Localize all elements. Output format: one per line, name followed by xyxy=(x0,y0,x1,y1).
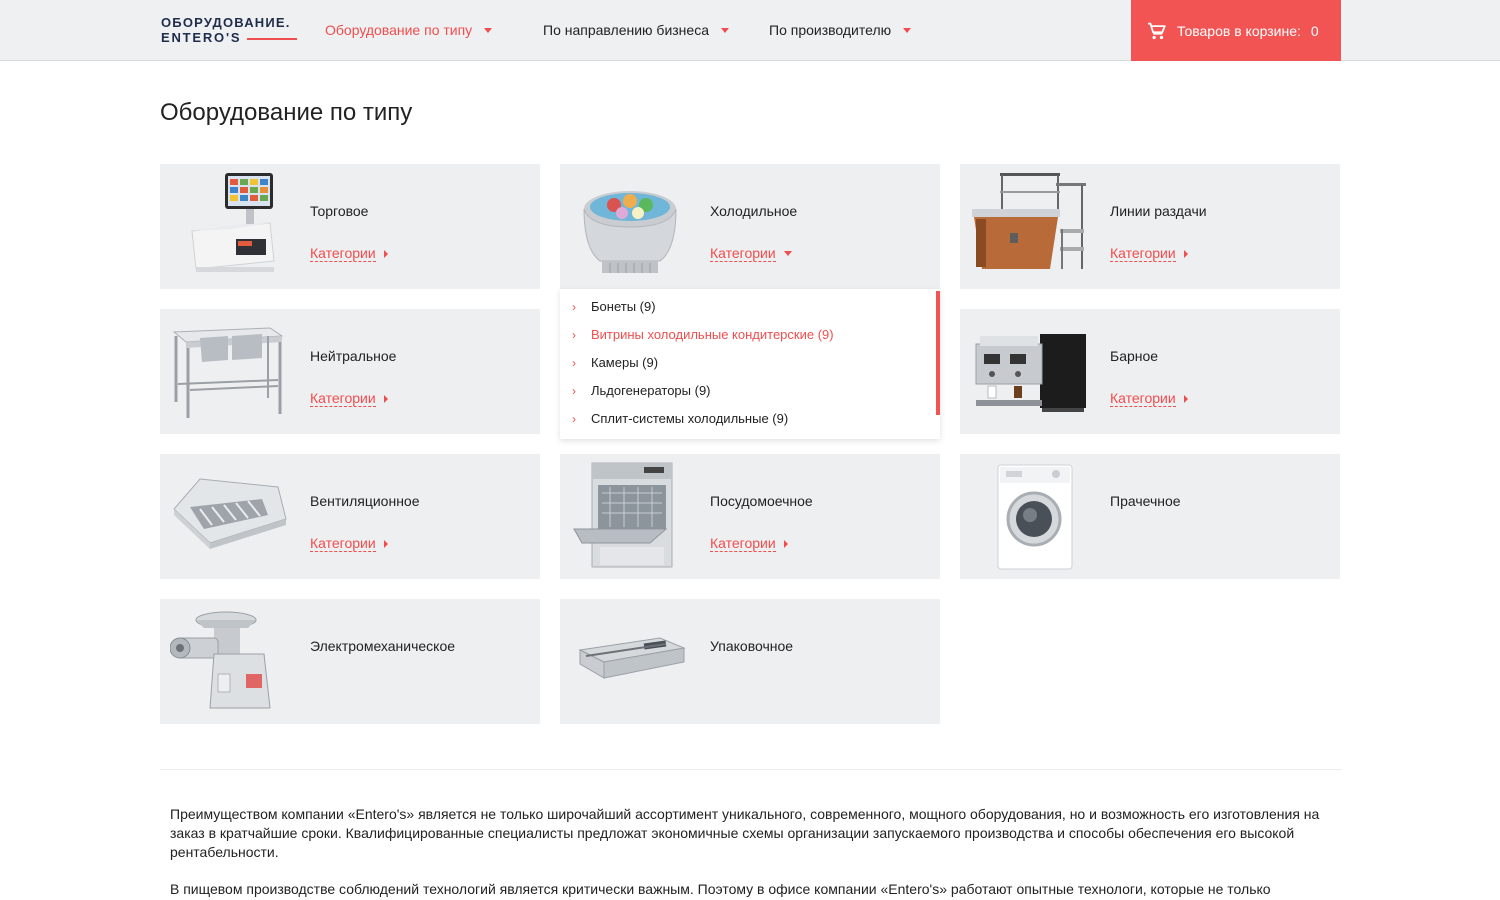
cart-icon xyxy=(1147,22,1167,40)
dropdown-item[interactable]: › Льдогенераторы (9) xyxy=(572,383,711,398)
dropdown-item[interactable]: › Сплит-системы холодильные (9) xyxy=(572,411,789,426)
freezer-icon xyxy=(570,169,690,284)
nav-by-type-label: Оборудование по типу xyxy=(325,22,473,38)
card-refrigeration[interactable] xyxy=(560,164,940,289)
card-neutral[interactable] xyxy=(160,309,540,434)
categories-link[interactable]: Категории xyxy=(1110,390,1188,407)
card-title: Линии раздачи xyxy=(1110,203,1207,219)
triangle-right-icon xyxy=(384,395,388,403)
triangle-right-icon xyxy=(384,540,388,548)
description-paragraph: В пищевом производстве соблюдений технологий является критически важным. Поэтому в офисе компании «Entero's» работают опытные технологи, которые не только xyxy=(170,881,1271,897)
divider xyxy=(160,769,1341,770)
dropdown-scrollbar[interactable] xyxy=(936,291,940,415)
chevron-right-icon: › xyxy=(572,355,576,370)
chevron-down-icon xyxy=(484,28,492,33)
chevron-right-icon: › xyxy=(572,299,576,314)
hood-icon xyxy=(170,459,290,574)
nav-by-type[interactable] xyxy=(325,22,492,38)
card-laundry[interactable] xyxy=(960,454,1340,579)
nav-by-manufacturer[interactable] xyxy=(769,22,911,38)
categories-dropdown xyxy=(560,289,940,439)
sink-table-icon xyxy=(170,314,290,429)
logo-underline xyxy=(247,38,297,40)
serving-line-icon xyxy=(970,169,1090,284)
card-bar[interactable] xyxy=(960,309,1340,434)
chevron-right-icon: › xyxy=(572,327,576,342)
chevron-down-icon xyxy=(903,28,911,33)
card-packaging[interactable] xyxy=(560,599,940,724)
cart-button[interactable] xyxy=(1131,0,1341,61)
dropdown-item[interactable]: › Бонеты (9) xyxy=(572,299,656,314)
nav-by-manufacturer-label: По производителю xyxy=(769,22,892,38)
triangle-right-icon xyxy=(1184,395,1188,403)
card-title: Электромеханическое xyxy=(310,638,456,654)
card-title: Прачечное xyxy=(1110,493,1181,509)
card-trade[interactable] xyxy=(160,164,540,289)
logo-line2: ENTERO'S xyxy=(161,30,242,45)
categories-link[interactable]: Категории xyxy=(310,245,388,262)
chevron-right-icon: › xyxy=(572,411,576,426)
card-title: Торговое xyxy=(310,203,369,219)
triangle-right-icon xyxy=(384,250,388,258)
card-title: Вентиляционное xyxy=(310,493,420,509)
nav-by-business[interactable] xyxy=(543,22,729,38)
coffee-machine-icon xyxy=(970,314,1090,429)
card-title: Упаковочное xyxy=(710,638,794,654)
page-title: Оборудование по типу xyxy=(160,99,413,126)
dropdown-item[interactable]: › Камеры (9) xyxy=(572,355,659,370)
chevron-right-icon: › xyxy=(572,383,576,398)
categories-link[interactable]: Категории xyxy=(310,390,388,407)
categories-link[interactable]: Категории xyxy=(710,535,788,552)
categories-link[interactable]: Категории xyxy=(310,535,388,552)
card-dishwashing[interactable] xyxy=(560,454,940,579)
card-ventilation[interactable] xyxy=(160,454,540,579)
washing-machine-icon xyxy=(970,459,1090,574)
vacuum-sealer-icon xyxy=(570,604,690,719)
site-header xyxy=(0,0,1500,61)
card-electromechanical[interactable] xyxy=(160,599,540,724)
logo-line1: ОБОРУДОВАНИЕ. xyxy=(161,15,291,30)
triangle-right-icon xyxy=(1184,250,1188,258)
triangle-down-icon xyxy=(784,251,792,256)
card-title: Посудомоечное xyxy=(710,493,813,509)
cart-count: 0 xyxy=(1310,22,1319,39)
dropdown-item[interactable]: › Витрины холодильные кондитерские (9) xyxy=(572,327,834,342)
dishwasher-icon xyxy=(570,459,690,574)
card-title: Барное xyxy=(1110,348,1159,364)
card-title: Нейтральное xyxy=(310,348,397,364)
logo[interactable] xyxy=(161,16,297,46)
triangle-right-icon xyxy=(784,540,788,548)
categories-link[interactable]: Категории xyxy=(1110,245,1188,262)
card-serving-lines[interactable] xyxy=(960,164,1340,289)
scale-icon xyxy=(170,169,290,284)
chevron-down-icon xyxy=(721,28,729,33)
cart-label: Товаров в корзине: xyxy=(1177,22,1301,39)
meat-grinder-icon xyxy=(170,604,290,719)
description-paragraph: Преимуществом компании «Entero's» является не только широчайший ассортимент уникального, современного, мощного оборудования, но и возможность его изготовления на заказ в кратчайшие сроки. Квалифицированные специалисты предложат экономичные схемы организации запускаемого производства и способы обеспечения его высокой рентабельности. xyxy=(170,806,1320,860)
categories-link[interactable]: Категории xyxy=(710,245,792,262)
card-title: Холодильное xyxy=(710,203,798,219)
nav-by-business-label: По направлению бизнеса xyxy=(543,22,709,38)
